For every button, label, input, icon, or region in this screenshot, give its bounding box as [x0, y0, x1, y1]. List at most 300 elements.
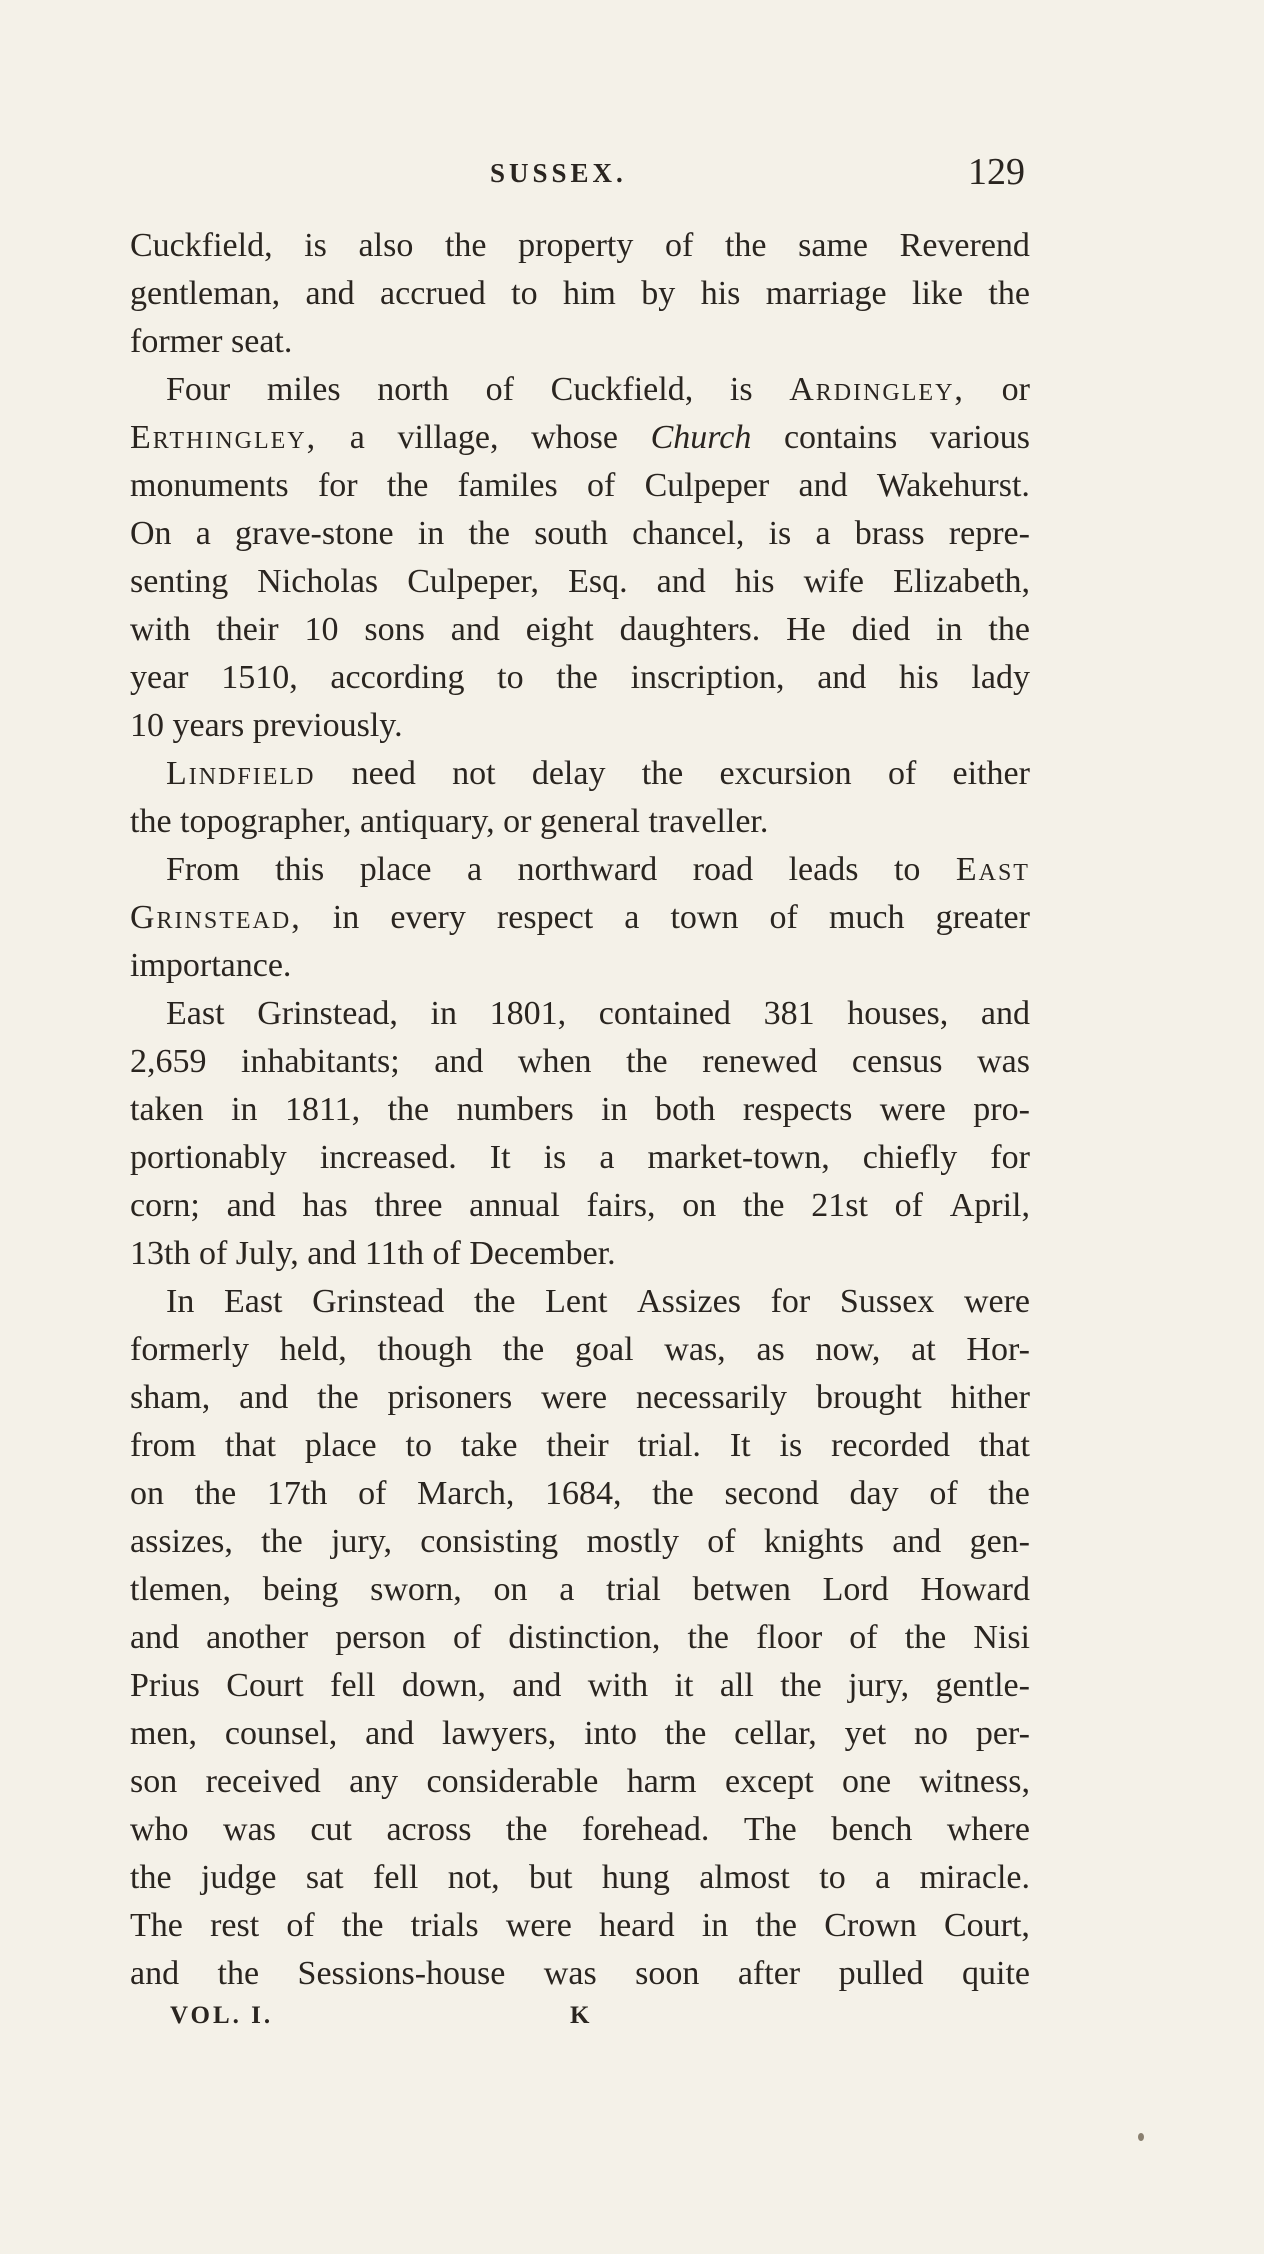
word: property [518, 227, 634, 264]
word: trial [606, 1571, 661, 1608]
word: to [405, 1427, 432, 1464]
word: lawyers, [441, 1715, 557, 1752]
word: the [261, 1523, 303, 1560]
text-line [130, 558, 1030, 606]
word: all [719, 1667, 754, 1704]
word: formerly [130, 1331, 249, 1368]
word: eight [525, 611, 594, 648]
text-line [130, 846, 1030, 894]
text-line: former seat. [130, 323, 293, 360]
word: though [377, 1331, 472, 1368]
word: the [988, 275, 1030, 312]
word: March, [417, 1475, 515, 1512]
word: every [390, 899, 466, 936]
word: being [262, 1571, 339, 1608]
word: the [988, 1475, 1030, 1512]
word: except [724, 1763, 814, 1800]
word: and [450, 611, 500, 648]
word: in [701, 1907, 729, 1944]
word: wife [803, 563, 865, 600]
word: north [377, 371, 449, 408]
word: Wakehurst. [876, 467, 1030, 504]
word: The [130, 1907, 183, 1944]
word: Culpeper [644, 467, 770, 504]
text-line: importance. [130, 947, 292, 984]
text-line [130, 1566, 1030, 1614]
word: is [768, 515, 792, 552]
word: his [700, 275, 741, 312]
word: census [851, 1043, 943, 1080]
text-line [130, 1950, 1030, 1998]
word: for [317, 467, 358, 504]
word: various [929, 419, 1030, 456]
word: a [559, 1571, 575, 1608]
word: the [556, 659, 598, 696]
word: and [305, 275, 355, 312]
word: the [502, 1331, 545, 1368]
page-footer [170, 2002, 670, 2042]
word: no [914, 1715, 949, 1752]
word: and [892, 1523, 942, 1560]
word: in [430, 995, 457, 1032]
word: East [166, 995, 225, 1032]
word: at [911, 1331, 936, 1368]
word: chancel, [632, 515, 745, 552]
word: sat [305, 1859, 344, 1896]
word: greater [935, 899, 1030, 936]
word: on [130, 1475, 164, 1512]
word: repre- [948, 515, 1030, 552]
word: the [194, 1475, 237, 1512]
word: were [879, 1091, 946, 1128]
word: sham, [130, 1379, 211, 1416]
text-line [130, 894, 1030, 942]
word: considerable [426, 1763, 599, 1800]
text-line: 10 years previously. [130, 707, 403, 744]
word: almost [699, 1859, 790, 1896]
word: has [302, 1187, 348, 1224]
word: either [952, 755, 1030, 792]
text-line [130, 1182, 1030, 1230]
word: of [849, 1619, 878, 1656]
word: second [724, 1475, 819, 1512]
word: Court, [943, 1907, 1030, 1944]
word: the [386, 467, 429, 504]
word: heard [599, 1907, 675, 1944]
word: pro- [973, 1091, 1030, 1128]
word: is [543, 1139, 567, 1176]
word: goal [575, 1331, 634, 1368]
text-line [130, 366, 1030, 414]
word: and [798, 467, 848, 504]
word: recorded [831, 1427, 951, 1464]
word: He [786, 611, 826, 648]
word: sworn, [370, 1571, 462, 1608]
word: village, [397, 419, 499, 456]
word: marriage [765, 275, 887, 312]
word: annual [469, 1187, 560, 1224]
word: lady [971, 659, 1030, 696]
volume-label: VOL. I. [170, 2002, 274, 2029]
word: knights [763, 1523, 864, 1560]
word: him [562, 275, 616, 312]
text-line [130, 510, 1030, 558]
word: any [349, 1763, 399, 1800]
text-line [130, 222, 1030, 270]
word: by [641, 275, 676, 312]
word: of [452, 1619, 482, 1656]
word: his [734, 563, 775, 600]
word: the [641, 755, 684, 792]
word: their [546, 1427, 609, 1464]
word: for [990, 1139, 1030, 1176]
word: died [851, 611, 911, 648]
word: delay [531, 755, 606, 792]
word: of [286, 1907, 315, 1944]
word: soon [635, 1955, 700, 1992]
word: the [687, 1619, 730, 1656]
word: inscription, [630, 659, 785, 696]
running-head [130, 150, 1035, 200]
word: Grinstead, [257, 995, 398, 1032]
word: of [929, 1475, 958, 1512]
word: on [682, 1187, 717, 1224]
word: the [444, 227, 487, 264]
word: 1510, [221, 659, 298, 696]
word: Prius [130, 1667, 200, 1704]
word: distinction, [508, 1619, 661, 1656]
running-title: SUSSEX. [490, 158, 627, 188]
word: Reverend [899, 227, 1030, 264]
word: not [452, 755, 496, 792]
word: three [374, 1187, 443, 1224]
word: pulled [838, 1955, 924, 1992]
word: down, [401, 1667, 486, 1704]
text-line [130, 1038, 1030, 1086]
word: of [485, 371, 514, 408]
word: to [511, 275, 538, 312]
word: Howard [920, 1571, 1030, 1608]
word: fell [330, 1667, 376, 1704]
text-line [130, 1662, 1030, 1710]
word: In [166, 1283, 195, 1320]
word: Elizabeth, [893, 563, 1030, 600]
word: need [351, 755, 416, 792]
word: Grinstead, [130, 899, 302, 936]
word: or [1001, 371, 1030, 408]
word: was [977, 1043, 1030, 1080]
text-line [130, 1902, 1030, 1950]
word: it [674, 1667, 694, 1704]
word: and [817, 659, 867, 696]
word: quite [962, 1955, 1030, 1992]
word: renewed [702, 1043, 818, 1080]
word: the [755, 1907, 798, 1944]
word: Erthingley, [130, 419, 318, 456]
word: trials [410, 1907, 479, 1944]
word: on [493, 1571, 528, 1608]
word: per- [975, 1715, 1030, 1752]
word: Ardingley, [789, 371, 965, 408]
word: 10 [304, 611, 339, 648]
word: the [505, 1811, 548, 1848]
word: mostly [586, 1523, 680, 1560]
word: daughters. [619, 611, 761, 648]
word: Lord [822, 1571, 889, 1608]
word: the [724, 227, 767, 264]
text-line: 13th of July, and 11th of December. [130, 1235, 616, 1272]
word: fairs, [586, 1187, 656, 1224]
text-line [130, 750, 1030, 798]
word: Hor- [966, 1331, 1030, 1368]
word: the [780, 1667, 822, 1704]
word: like [912, 275, 963, 312]
word: Four [166, 371, 231, 408]
word: were [541, 1379, 608, 1416]
word: with [587, 1667, 649, 1704]
word: place [359, 851, 432, 888]
word: monuments [130, 467, 289, 504]
word: to [497, 659, 524, 696]
word: for [770, 1283, 811, 1320]
word: after [737, 1955, 801, 1992]
text-line [130, 1374, 1030, 1422]
text-line [130, 1326, 1030, 1374]
word: the [130, 1859, 172, 1896]
word: taken [130, 1091, 204, 1128]
word: much [828, 899, 905, 936]
word: Nisi [973, 1619, 1030, 1656]
word: his [899, 659, 939, 696]
word: gentle- [935, 1667, 1030, 1704]
word: miracle. [919, 1859, 1030, 1896]
word: is [779, 1427, 803, 1464]
word: The [743, 1811, 797, 1848]
word: not, [447, 1859, 500, 1896]
word: Lindfield [166, 755, 316, 792]
word: to [893, 851, 921, 888]
text-line [130, 1806, 1030, 1854]
word: from [130, 1427, 197, 1464]
word: that [978, 1427, 1030, 1464]
word: held, [279, 1331, 347, 1368]
word: respect [496, 899, 594, 936]
word: 1801, [489, 995, 567, 1032]
body-text [130, 222, 1030, 1998]
word: sons [364, 611, 425, 648]
word: contained [598, 995, 731, 1032]
word: of [894, 1187, 923, 1224]
word: Crown [824, 1907, 917, 1944]
word: witness, [919, 1763, 1030, 1800]
word: were [505, 1907, 572, 1944]
word: that [225, 1427, 276, 1464]
text-line [130, 270, 1030, 318]
word: men, [130, 1715, 198, 1752]
word: Nicholas [257, 563, 379, 600]
word: yet [844, 1715, 887, 1752]
word: increased. [319, 1139, 457, 1176]
word: cut [310, 1811, 352, 1848]
word: in [231, 1091, 258, 1128]
word: the [988, 611, 1030, 648]
word: Cuckfield, [130, 227, 273, 264]
word: the [652, 1475, 694, 1512]
word: judge [200, 1859, 277, 1896]
word: portionably [130, 1139, 287, 1176]
word: 381 [763, 995, 815, 1032]
word: son [130, 1763, 178, 1800]
word: and [226, 1187, 276, 1224]
word: into [584, 1715, 637, 1752]
word: On [130, 515, 172, 552]
word: jury, [848, 1667, 910, 1704]
word: the [468, 515, 511, 552]
word: both [654, 1091, 716, 1128]
word: respects [742, 1091, 853, 1128]
word: across [386, 1811, 472, 1848]
word: road [692, 851, 754, 888]
word: a [195, 515, 211, 552]
word: where [946, 1811, 1030, 1848]
word: houses, [847, 995, 949, 1032]
word: town [670, 899, 739, 936]
word: in [417, 515, 445, 552]
word: is [304, 227, 327, 264]
word: the [626, 1043, 668, 1080]
word: brass [854, 515, 925, 552]
word: as [756, 1331, 785, 1368]
text-line [130, 1854, 1030, 1902]
word: It [729, 1427, 751, 1464]
word: a [349, 419, 365, 456]
word: forehead. [581, 1811, 710, 1848]
word: a [599, 1139, 615, 1176]
word: south [534, 515, 608, 552]
word: prisoners [387, 1379, 513, 1416]
word: the [341, 1907, 384, 1944]
word: Church [650, 419, 752, 456]
word: trial. [637, 1427, 701, 1464]
word: day [849, 1475, 899, 1512]
word: another [206, 1619, 309, 1656]
word: of [664, 227, 694, 264]
word: the [664, 1715, 707, 1752]
word: in [601, 1091, 628, 1128]
text-line [130, 1470, 1030, 1518]
ink-speck [1138, 2133, 1144, 2141]
word: bench [831, 1811, 913, 1848]
word: 1684, [545, 1475, 622, 1512]
word: when [517, 1043, 592, 1080]
word: hung [601, 1859, 670, 1896]
word: and [130, 1619, 180, 1656]
word: and [656, 563, 706, 600]
word: 2,659 [130, 1043, 207, 1080]
word: leads [788, 851, 859, 888]
word: the [473, 1283, 516, 1320]
word: to [819, 1859, 846, 1896]
word: Lent [545, 1283, 608, 1320]
word: of [358, 1475, 387, 1512]
word: a [624, 899, 640, 936]
word: received [205, 1763, 321, 1800]
word: chiefly [862, 1139, 958, 1176]
word: 1811, [284, 1091, 361, 1128]
word: of [587, 467, 616, 504]
word: year [130, 659, 189, 696]
word: miles [266, 371, 341, 408]
signature-mark: K [570, 2002, 593, 2029]
word: grave-stone [235, 515, 394, 552]
word: Esq. [568, 563, 628, 600]
word: take [460, 1427, 518, 1464]
word: place [304, 1427, 377, 1464]
word: in [332, 899, 360, 936]
word: this [275, 851, 325, 888]
word: jury, [330, 1523, 393, 1560]
text-line [130, 606, 1030, 654]
text-line [130, 990, 1030, 1038]
word: Cuckfield, [550, 371, 694, 408]
word: inhabitants; [241, 1043, 400, 1080]
word: northward [517, 851, 658, 888]
word: Culpeper, [407, 563, 540, 600]
word: market-town, [647, 1139, 830, 1176]
word: It [489, 1139, 511, 1176]
word: a [815, 515, 831, 552]
word: floor [756, 1619, 823, 1656]
word: according [330, 659, 465, 696]
word: now, [815, 1331, 881, 1368]
word: Court [226, 1667, 304, 1704]
word: familes [457, 467, 558, 504]
word: but [529, 1859, 573, 1896]
word: Sussex [839, 1283, 935, 1320]
word: 21st [811, 1187, 868, 1224]
word: harm [626, 1763, 697, 1800]
word: necessarily [636, 1379, 788, 1416]
word: person [335, 1619, 426, 1656]
word: a [875, 1859, 891, 1896]
word: From [166, 851, 240, 888]
word: hither [950, 1379, 1030, 1416]
word: were [963, 1283, 1030, 1320]
text-line [130, 1710, 1030, 1758]
word: the [387, 1091, 430, 1128]
text-line [130, 1278, 1030, 1326]
word: Grinstead [312, 1283, 445, 1320]
text-line [130, 1086, 1030, 1134]
word: the [317, 1379, 359, 1416]
word: and [365, 1715, 415, 1752]
word: and [980, 995, 1030, 1032]
word: the [742, 1187, 785, 1224]
word: assizes, [130, 1523, 233, 1560]
text-line: the topographer, antiquary, or general traveller. [130, 803, 769, 840]
word: their [216, 611, 279, 648]
word: tlemen, [130, 1571, 232, 1608]
word: who [130, 1811, 189, 1848]
word: senting [130, 563, 229, 600]
word: of [887, 755, 917, 792]
text-line [130, 1518, 1030, 1566]
text-line [130, 462, 1030, 510]
word: counsel, [224, 1715, 338, 1752]
word: and [434, 1043, 484, 1080]
word: the [217, 1955, 260, 1992]
word: East [955, 851, 1030, 888]
